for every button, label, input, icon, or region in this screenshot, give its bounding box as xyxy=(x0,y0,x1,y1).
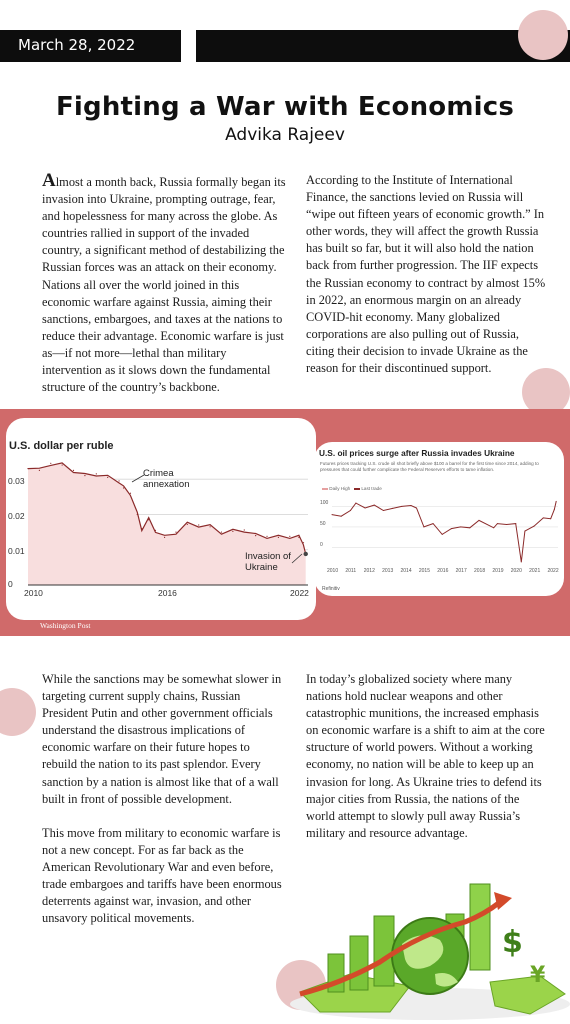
article-column-2 xyxy=(306,172,548,377)
data-point xyxy=(524,531,525,532)
data-point xyxy=(478,520,479,521)
y-tick: 100 xyxy=(320,500,329,506)
paragraph: According to the Institute of International Finance, the sanctions levied on Russia will “wipe out fifteen years of economic growth.” In other words, they will affect the growth Russia has built so far, but it will also hold the nation back from further progression. The IIF expects the Russian economy to contract by almost 15% in 2022, an enormous margin on an already COVID-hit economy. Many globalized corporations are also pulling out of Russia, citing their decision to invade Ukraine as the reason for their discontinued support. xyxy=(306,173,546,376)
x-tick: 2018 xyxy=(473,568,486,574)
data-point xyxy=(107,477,108,478)
data-point xyxy=(148,519,149,520)
data-point xyxy=(469,527,470,528)
data-point xyxy=(374,505,375,506)
data-point xyxy=(521,561,522,562)
x-tick: 2016 xyxy=(158,588,177,598)
data-point xyxy=(289,536,290,537)
x-tick: 2020 xyxy=(510,568,522,574)
source-label: Refinitiv xyxy=(322,586,340,592)
y-tick: 50 xyxy=(320,521,326,527)
data-point xyxy=(175,531,176,532)
data-point xyxy=(96,473,97,474)
data-point xyxy=(73,470,74,471)
article-column-4 xyxy=(306,671,550,842)
x-tick: 2021 xyxy=(529,568,541,574)
legend-label: Last trade xyxy=(361,486,382,491)
data-point xyxy=(350,510,351,511)
data-point xyxy=(50,463,51,464)
paragraph: lmost a month back, Russia formally began its invasion into Ukraine, prompting outrage, fear, and hopelessness for many across the globe. As countries rallied in support of the invaded country, a significant method of destabilizing the Russian forces was an attack on their economy. Nations all over the world joined in this economic warfare against Russia, aiming their sanctions, embargoes, and taxes at the nations to reduce their advantage. Economic warfare is just as—if not more—lethal than military intervention as it slows down the fundamental structure of the country’s backbone. xyxy=(42,175,286,395)
data-point xyxy=(278,537,279,538)
data-point xyxy=(556,501,557,502)
x-tick: 2022 xyxy=(547,568,559,574)
drop-cap: A xyxy=(42,170,56,191)
data-point xyxy=(416,508,417,509)
chart-annotation: Crimea annexation xyxy=(143,468,190,490)
globe-growth-chart-illustration xyxy=(280,874,570,1024)
series-line xyxy=(332,501,556,562)
data-point xyxy=(164,537,165,538)
data-point xyxy=(493,527,494,528)
data-point xyxy=(27,468,28,469)
svg-text:¥: ¥ xyxy=(530,963,546,988)
data-point xyxy=(155,530,156,531)
date-bar xyxy=(0,30,181,62)
data-point xyxy=(392,508,393,509)
data-point xyxy=(123,487,124,488)
oil-chart-panel xyxy=(314,442,564,596)
x-tick: 2011 xyxy=(345,568,357,574)
chart-credit: Washington Post xyxy=(40,621,91,630)
decorative-circle-left xyxy=(0,688,36,736)
data-point xyxy=(506,524,507,525)
y-tick: 0.02 xyxy=(8,511,25,521)
decorative-circle-top xyxy=(518,10,568,60)
data-point xyxy=(84,475,85,476)
paragraph: In today’s globalized society where many nations hold nuclear weapons and other catastrophic munitions, the increased emphasis on economic warfare is a shift to aim at the core structure of world powers. Without a working economy, no nation will be able to keep up an invasion for long. As Ukraine tries to defend its major cities from Russia, the nations of the world attempt to slowly pull away Russia’s military and resource advantage. xyxy=(306,672,545,840)
data-point xyxy=(130,493,131,494)
data-point xyxy=(298,537,299,538)
data-point xyxy=(423,526,424,527)
data-point xyxy=(187,524,188,525)
paragraph: This move from military to economic warfare is not a new concept. For as far back as the American Revolutionary War and even before, trade embargoes and tariffs have been enormous deterrents against war, invasion, and other unsavory political movements. xyxy=(42,825,282,926)
data-point xyxy=(232,531,233,532)
data-point xyxy=(433,523,434,524)
x-tick: 2010 xyxy=(327,568,339,574)
end-marker xyxy=(304,552,308,556)
header-bar xyxy=(196,30,570,62)
data-point xyxy=(255,535,256,536)
x-tick: 2022 xyxy=(290,588,309,598)
data-point xyxy=(244,529,245,530)
data-point xyxy=(460,526,461,527)
data-point xyxy=(451,528,452,529)
data-point xyxy=(383,510,384,511)
data-point xyxy=(266,536,267,537)
data-point xyxy=(141,528,142,529)
y-tick: 0.01 xyxy=(8,546,25,556)
data-point xyxy=(303,542,304,543)
date-label: March 28, 2022 xyxy=(18,36,136,54)
data-point xyxy=(210,526,211,527)
data-point xyxy=(221,531,222,532)
x-tick: 2019 xyxy=(492,568,504,574)
data-point xyxy=(332,514,333,515)
data-point xyxy=(39,470,40,471)
legend-label: Daily High xyxy=(329,486,351,491)
data-point xyxy=(515,523,516,524)
data-point xyxy=(341,516,342,517)
x-tick: 2017 xyxy=(455,568,467,574)
article-author: Advika Rajeev xyxy=(225,125,345,145)
data-point xyxy=(411,505,412,506)
data-point xyxy=(534,526,535,527)
data-point xyxy=(497,523,498,524)
data-point xyxy=(137,514,138,515)
svg-text:$: $ xyxy=(502,925,523,960)
chart-title: U.S. oil prices surge after Russia invades Ukraine xyxy=(319,448,515,458)
data-point xyxy=(543,517,544,518)
data-point xyxy=(355,503,356,504)
y-tick: 0 xyxy=(320,542,323,548)
paragraph: While the sanctions may be somewhat slower in targeting current supply chains, Russian President Putin and other government officials understand the disastrous implications of economic warfare on their future hopes to rebuild the nation to its past splendor. Every sanction by a nation is almost like that of a wall built in front of possible development. xyxy=(42,672,282,806)
data-point xyxy=(554,509,555,510)
data-point xyxy=(401,506,402,507)
x-tick: 2010 xyxy=(24,588,43,598)
x-tick: 2016 xyxy=(437,568,449,574)
y-tick: 0 xyxy=(8,579,13,589)
data-point xyxy=(118,480,119,481)
x-tick: 2015 xyxy=(418,568,430,574)
article-column-3 xyxy=(42,671,282,927)
data-point xyxy=(550,518,551,519)
chart-title: U.S. dollar per ruble xyxy=(9,440,114,452)
chart-annotation: Invasion of Ukraine xyxy=(245,551,291,573)
ruble-chart-panel xyxy=(6,418,316,620)
data-point xyxy=(442,534,443,535)
x-tick: 2014 xyxy=(400,568,412,574)
article-column-1 xyxy=(42,172,286,396)
x-tick: 2012 xyxy=(363,568,375,574)
x-tick: 2013 xyxy=(382,568,394,574)
data-point xyxy=(365,508,366,509)
data-point xyxy=(62,464,63,465)
data-point xyxy=(198,524,199,525)
y-tick: 0.03 xyxy=(8,476,25,486)
article-title: Fighting a War with Economics xyxy=(55,92,515,122)
chart-subtitle: Futures prices tracking U.S. crude oil shot briefly above $100 a barrel for the first time since 2014, adding to pressures that could further complicate the Federal Reserve's efforts to tame inflation. xyxy=(320,461,539,472)
